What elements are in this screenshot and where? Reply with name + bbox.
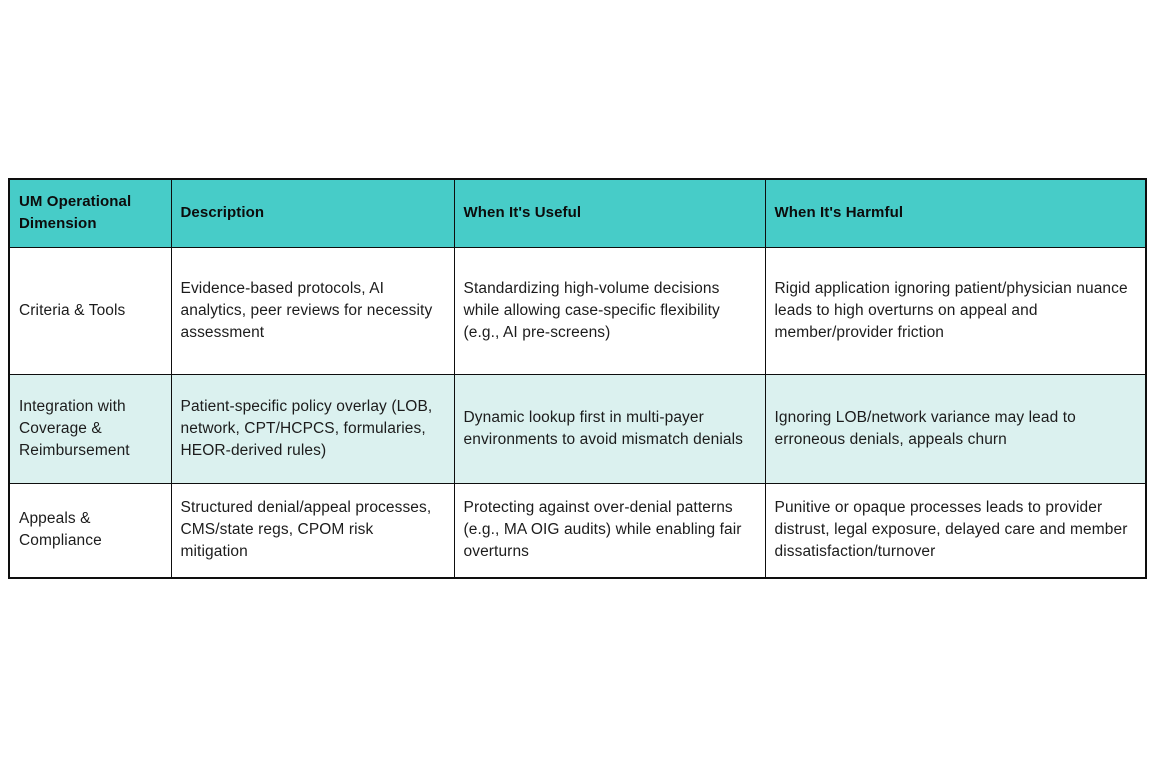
cell-description: Patient-specific policy overlay (LOB, network, CPT/HCPCS, formularies, HEOR-derived rules): [171, 374, 454, 483]
cell-useful: Protecting against over-denial patterns (e.g., MA OIG audits) while enabling fair overturns: [454, 483, 765, 578]
table-row-appeals-compliance: [9, 483, 1146, 578]
cell-harmful: Punitive or opaque processes leads to provider distrust, legal exposure, delayed care and member dissatisfaction/turnover: [765, 483, 1146, 578]
table-row-integration-coverage: [9, 374, 1146, 483]
column-header-description: Description: [171, 179, 454, 247]
cell-useful: Dynamic lookup first in multi-payer environments to avoid mismatch denials: [454, 374, 765, 483]
header-row: [9, 179, 1146, 247]
um-dimensions-table: [8, 178, 1147, 579]
column-header-useful: When It's Useful: [454, 179, 765, 247]
cell-description: Structured denial/appeal processes, CMS/state regs, CPOM risk mitigation: [171, 483, 454, 578]
um-dimensions-table-container: [8, 178, 1145, 579]
cell-description: Evidence-based protocols, AI analytics, peer reviews for necessity assessment: [171, 247, 454, 374]
table-row-criteria-tools: [9, 247, 1146, 374]
column-header-harmful: When It's Harmful: [765, 179, 1146, 247]
cell-harmful: Rigid application ignoring patient/physician nuance leads to high overturns on appeal and member/provider friction: [765, 247, 1146, 374]
cell-useful: Standardizing high-volume decisions while allowing case-specific flexibility (e.g., AI pre-screens): [454, 247, 765, 374]
cell-harmful: Ignoring LOB/network variance may lead to erroneous denials, appeals churn: [765, 374, 1146, 483]
column-header-dimension: UM Operational Dimension: [9, 179, 171, 247]
cell-dimension: Integration with Coverage & Reimbursement: [9, 374, 171, 483]
cell-dimension: Criteria & Tools: [9, 247, 171, 374]
cell-dimension: Appeals & Compliance: [9, 483, 171, 578]
